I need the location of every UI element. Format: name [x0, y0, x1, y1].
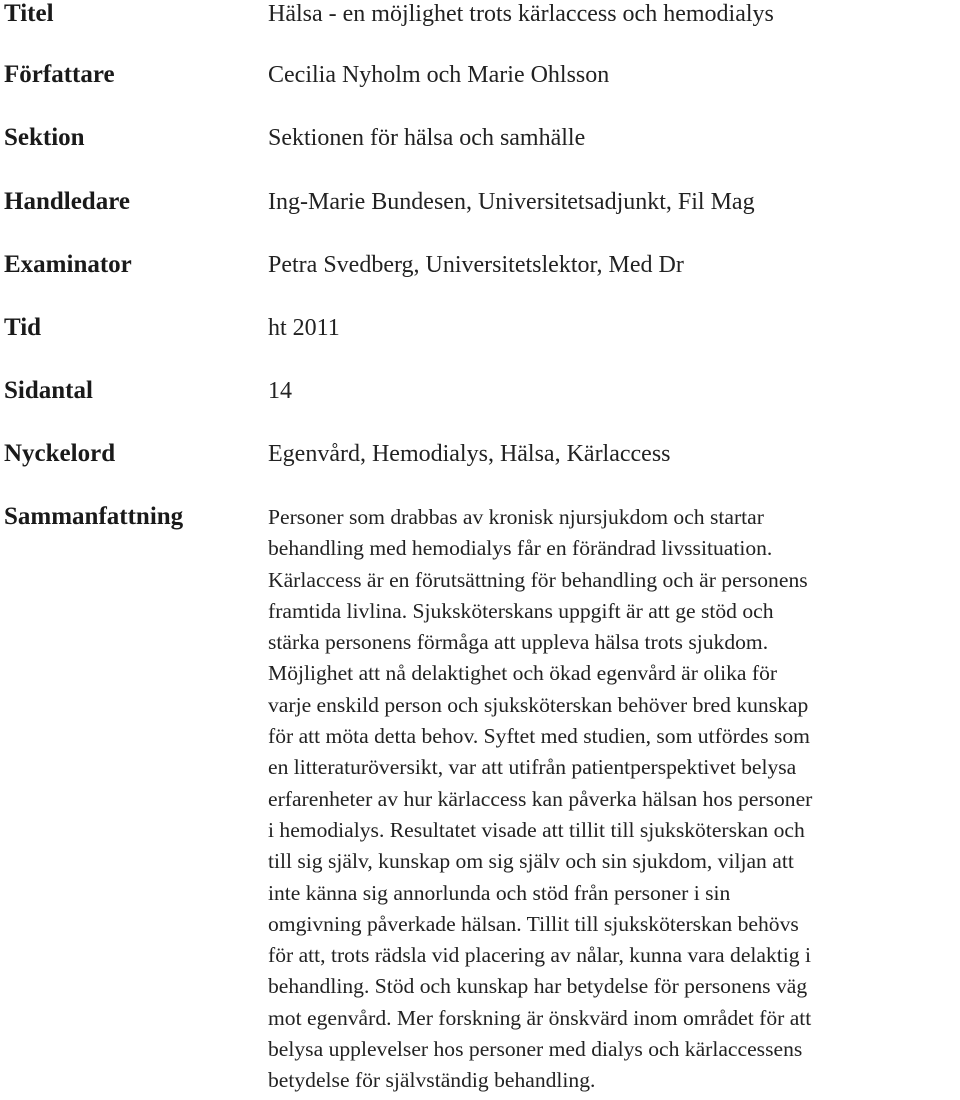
- summary-text: [268, 502, 958, 1097]
- summary-line: i hemodialys. Resultatet visade att tillit till sjuksköterskan och: [268, 817, 805, 842]
- pages-value: 14: [268, 378, 292, 404]
- summary-line: behandling. Stöd och kunskap har betydelse för personens väg: [268, 974, 808, 999]
- author-label: Författare: [4, 61, 115, 88]
- summary-line: till sig själv, kunskap om sig själv och sin sjukdom, viljan att: [268, 849, 794, 874]
- examiner-value: Petra Svedberg, Universitetslektor, Med Dr: [268, 252, 684, 278]
- summary-line: behandling med hemodialys får en förändrad livssituation.: [268, 536, 773, 561]
- summary-line: framtida livlina. Sjuksköterskans uppgift är att ge stöd och: [268, 598, 774, 623]
- examiner-label: Examinator: [4, 251, 132, 278]
- summary-line: en litteraturöversikt, var att utifrån patientperspektivet belysa: [268, 755, 797, 780]
- summary-line: omgivning påverkade hälsan. Tillit till sjuksköterskan behövs: [268, 911, 799, 936]
- supervisor-value: Ing-Marie Bundesen, Universitetsadjunkt, Fil Mag: [268, 189, 755, 215]
- keywords-value: Egenvård, Hemodialys, Hälsa, Kärlaccess: [268, 441, 671, 467]
- summary-line: mot egenvård. Mer forskning är önskvärd inom området för att: [268, 1005, 812, 1030]
- summary-label: Sammanfattning: [4, 503, 184, 530]
- summary-line: varje enskild person och sjuksköterskan behöver bred kunskap: [268, 692, 809, 717]
- summary-line: för att möta detta behov. Syftet med studien, som utfördes som: [268, 724, 810, 749]
- summary-line: erfarenheter av hur kärlaccess kan påverka hälsan hos personer: [268, 786, 813, 811]
- summary-line: Personer som drabbas av kronisk njursjukdom och startar: [268, 505, 764, 529]
- summary-line: Möjlighet att nå delaktighet och ökad egenvård är olika för: [268, 661, 778, 686]
- summary-line: betydelse för självständig behandling.: [268, 1068, 596, 1093]
- summary-line: stärka personens förmåga att uppleva hälsa trots sjukdom.: [268, 630, 769, 655]
- section-value: Sektionen för hälsa och samhälle: [268, 125, 586, 151]
- summary-line: inte känna sig annorlunda och stöd från personer i sin: [268, 880, 731, 905]
- supervisor-label: Handledare: [4, 188, 130, 215]
- pages-label: Sidantal: [4, 377, 93, 404]
- title-label: Titel: [4, 0, 54, 27]
- time-value: ht 2011: [268, 315, 340, 341]
- keywords-label: Nyckelord: [4, 440, 116, 467]
- summary-line: för att, trots rädsla vid placering av nålar, kunna vara delaktig i: [268, 943, 811, 968]
- author-value: Cecilia Nyholm och Marie Ohlsson: [268, 62, 610, 88]
- title-value: Hälsa - en möjlighet trots kärlaccess och hemodialys: [268, 1, 774, 27]
- summary-line: belysa upplevelser hos personer med dialys och kärlaccessens: [268, 1037, 803, 1062]
- time-label: Tid: [4, 314, 42, 341]
- summary-line: Kärlaccess är en förutsättning för behandling och är personens: [268, 567, 808, 592]
- section-label: Sektion: [4, 124, 85, 151]
